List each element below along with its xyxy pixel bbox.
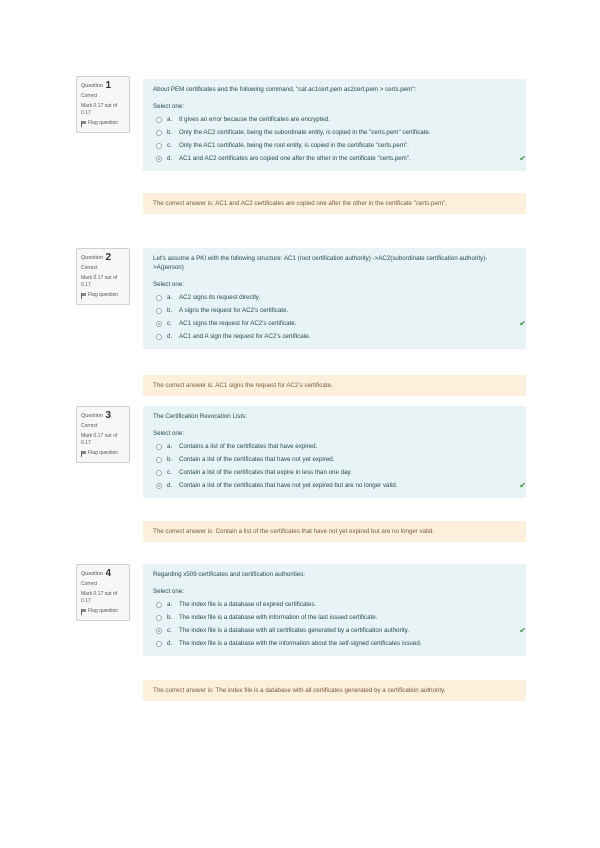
answer-option-b[interactable]: b. Only the AC2 certificate, being the subordinate entity, is copied in the "certs.pem" certificate. (153, 126, 516, 139)
radio-button-checked[interactable] (156, 628, 162, 634)
question-formulation (143, 564, 526, 656)
check-icon: ✔ (519, 626, 526, 635)
question-info (76, 248, 130, 305)
question-grade: Mark 0.17 out of 0.17 (81, 433, 118, 446)
flag-icon (81, 451, 86, 457)
flag-question-button[interactable]: Flag question (81, 450, 125, 457)
answer-option-c[interactable]: c. Only the AC1 certificate, being the root entity, is copied in the certificate "certs.pem". (153, 139, 516, 152)
question-info (76, 76, 130, 133)
answer-option-b[interactable]: b. The index file is a database with information of the last issued certificate. (153, 611, 516, 624)
question-text: The Certification Revocation Lists: (153, 413, 247, 420)
question-number: Question 1 (81, 80, 112, 91)
answer-option-d[interactable]: d. Contain a list of the certificates that have not yet expired but are no longer valid. ✔ (153, 479, 516, 492)
question-grade: Mark 0.17 out of 0.17 (81, 275, 118, 288)
radio-button[interactable] (156, 470, 162, 476)
answer-option-b[interactable]: b. Contain a list of the certificates that have not yet expired. (153, 453, 516, 466)
answer-list (153, 598, 526, 650)
radio-button[interactable] (156, 143, 162, 149)
question-formulation (143, 79, 526, 171)
answer-list (153, 291, 526, 343)
radio-button[interactable] (156, 295, 162, 301)
radio-button[interactable] (156, 457, 162, 463)
flag-question-button[interactable]: Flag question (81, 120, 125, 127)
select-prompt: Select one: (153, 588, 184, 595)
select-prompt: Select one: (153, 281, 184, 288)
answer-option-b[interactable]: b. A signs the request for AC2's certificate. (153, 304, 516, 317)
question-state: Correct (81, 93, 98, 99)
question-info (76, 406, 130, 463)
question-formulation (143, 406, 526, 498)
answer-option-d[interactable]: d. The index file is a database with the information about the self-signed certificates issued. (153, 637, 516, 650)
radio-button[interactable] (156, 641, 162, 647)
answer-option-a[interactable]: a. AC2 signs its request directly. (153, 291, 516, 304)
flag-icon (81, 121, 86, 127)
question-grade: Mark 0.17 out of 0.17 (81, 591, 118, 604)
question-text: About PEM certificates and the following command, "cat ac1cert.pem ac2cert.pem > certs.pem": (153, 86, 417, 93)
answer-option-d[interactable]: d. AC1 and AC2 certificates are copied one after the other in the certificate "certs.pem". ✔ (153, 152, 516, 165)
question-state: Correct (81, 423, 98, 429)
question-state: Correct (81, 581, 98, 587)
select-prompt: Select one: (153, 103, 184, 110)
radio-button[interactable] (156, 130, 162, 136)
question-grade: Mark 0.17 out of 0.17 (81, 103, 118, 116)
flag-icon (81, 293, 86, 299)
question-number: Question 2 (81, 252, 112, 263)
select-prompt: Select one: (153, 430, 184, 437)
question-number: Question 4 (81, 568, 112, 579)
check-icon: ✔ (519, 154, 526, 163)
answer-option-a[interactable]: a. Contains a list of the certificates that have expired. (153, 440, 516, 453)
check-icon: ✔ (519, 319, 526, 328)
radio-button[interactable] (156, 334, 162, 340)
answer-list (153, 113, 526, 165)
answer-option-a[interactable]: a. The index file is a database of expired certificates. (153, 598, 516, 611)
answer-option-c[interactable]: c. Contain a list of the certificates that expire in less than one day. (153, 466, 516, 479)
question-text: Let's assume a PKI with the following structure: AC1 (root certification authority) ->AC2(subordinate certification authority)->A(person) (153, 255, 488, 271)
answer-option-d[interactable]: d. AC1 and A sign the request for AC2's certificate. (153, 330, 516, 343)
flag-icon (81, 609, 86, 615)
question-text: Regarding x509 certificates and certification authorities: (153, 571, 306, 578)
correct-answer-feedback: The correct answer is: AC1 signs the request for AC2's certificate. (143, 375, 526, 396)
correct-answer-feedback: The correct answer is: AC1 and AC2 certificates are copied one after the other in the certificate "certs.pem". (143, 193, 526, 214)
flag-question-button[interactable]: Flag question (81, 292, 125, 299)
radio-button[interactable] (156, 308, 162, 314)
flag-question-button[interactable]: Flag question (81, 608, 125, 615)
question-number: Question 3 (81, 410, 112, 421)
radio-button[interactable] (156, 602, 162, 608)
answer-option-c[interactable]: c. The index file is a database with all certificates generated by a certification authority. ✔ (153, 624, 516, 637)
radio-button-checked[interactable] (156, 321, 162, 327)
answer-list (153, 440, 526, 492)
radio-button[interactable] (156, 615, 162, 621)
radio-button[interactable] (156, 117, 162, 123)
correct-answer-feedback: The correct answer is: The index file is a database with all certificates generated by a certification authority. (143, 680, 526, 701)
question-state: Correct (81, 265, 98, 271)
check-icon: ✔ (519, 481, 526, 490)
radio-button-checked[interactable] (156, 156, 162, 162)
question-formulation (143, 248, 526, 349)
radio-button-checked[interactable] (156, 483, 162, 489)
question-info (76, 564, 130, 621)
correct-answer-feedback: The correct answer is: Contain a list of the certificates that have not yet expired but are no longer valid. (143, 521, 526, 542)
answer-option-a[interactable]: a. It gives an error because the certificates are encrypted. (153, 113, 516, 126)
radio-button[interactable] (156, 444, 162, 450)
answer-option-c[interactable]: c. AC1 signs the request for AC2's certificate. ✔ (153, 317, 516, 330)
